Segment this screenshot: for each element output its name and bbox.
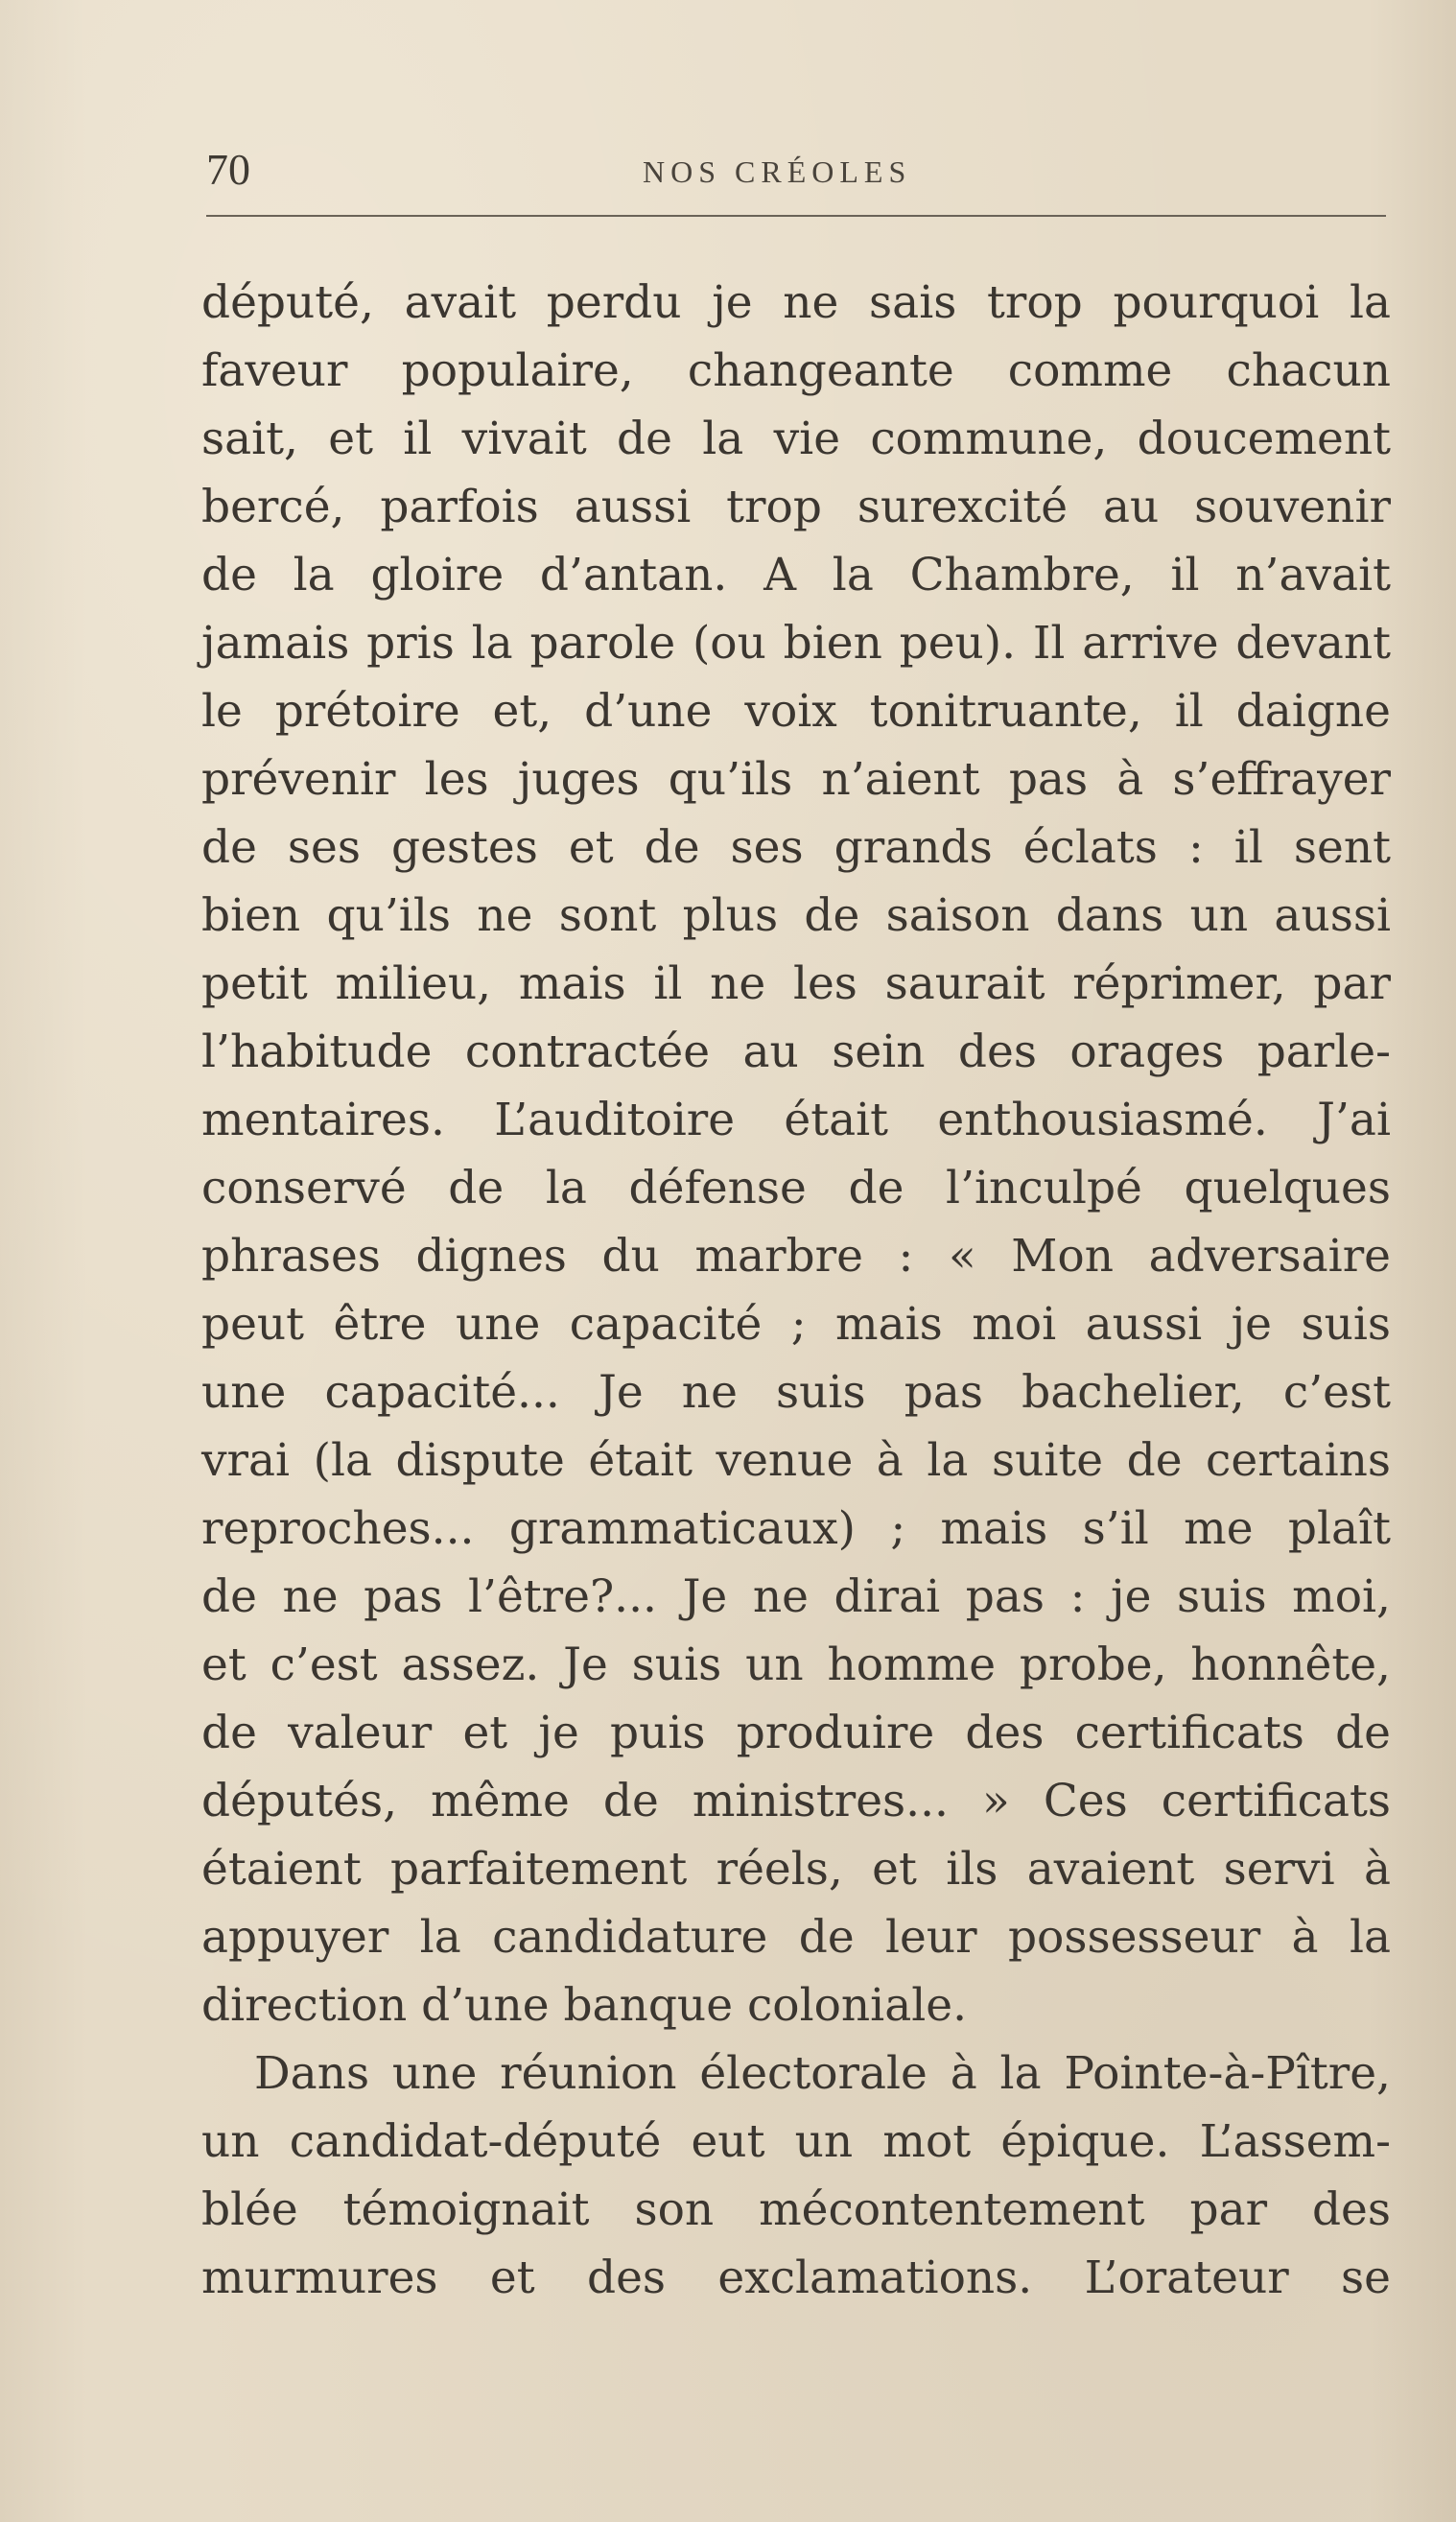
text-line: phrases dignes du marbre : « Mon adversaire [201, 1230, 1391, 1283]
text-line: de ne pas l’être?... Je ne dirai pas : je suis moi, [201, 1570, 1391, 1623]
text-line: député, avait perdu je ne sais trop pourquoi la [201, 276, 1391, 329]
text-line: faveur populaire, changeante comme chacun [201, 344, 1391, 397]
text-line: blée témoignait son mécontentement par des [201, 2183, 1391, 2236]
text-line: de la gloire d’antan. A la Chambre, il n’avait [201, 549, 1391, 601]
text-line: petit milieu, mais il ne les saurait réprimer, par [201, 957, 1391, 1010]
text-line: reproches... grammaticaux) ; mais s’il me plaît [201, 1502, 1391, 1555]
text-line: murmures et des exclamations. L’orateur se [201, 2251, 1391, 2304]
page-header [206, 139, 1386, 200]
text-line: le prétoire et, d’une voix tonitruante, il daigne [201, 685, 1391, 738]
body-text [201, 269, 1391, 2312]
text-line: mentaires. L’auditoire était enthousiasmé. J’ai [201, 1094, 1391, 1146]
text-line: appuyer la candidature de leur possesseur à la [201, 1911, 1391, 1964]
text-line: bercé, parfois aussi trop surexcité au souvenir [201, 481, 1391, 533]
header-rule [206, 215, 1386, 217]
text-line: étaient parfaitement réels, et ils avaient servi à [201, 1843, 1391, 1896]
text-line: jamais pris la parole (ou bien peu). Il arrive devant [201, 617, 1391, 670]
text-line: députés, même de ministres... » Ces certificats [201, 1775, 1391, 1827]
text-line: une capacité... Je ne suis pas bachelier, c’est [201, 1366, 1391, 1419]
paragraph-end-line: direction d’une banque coloniale. [201, 1979, 968, 2032]
text-line: vrai (la dispute était venue à la suite de certains [201, 1434, 1391, 1487]
running-head: NOS CRÉOLES [643, 154, 912, 189]
paragraph-start-line: Dans une réunion électorale à la Pointe-à-Pître, [254, 2047, 1391, 2100]
text-line: bien qu’ils ne sont plus de saison dans un aussi [201, 889, 1391, 942]
text-line: sait, et il vivait de la vie commune, doucement [201, 412, 1391, 465]
text-line: prévenir les juges qu’ils n’aient pas à s’effrayer [201, 753, 1391, 806]
text-line: l’habitude contractée au sein des orages parle- [201, 1025, 1391, 1078]
page-number: 70 [206, 145, 250, 194]
text-line: et c’est assez. Je suis un homme probe, honnête, [201, 1638, 1391, 1691]
text-line: peut être une capacité ; mais moi aussi je suis [201, 1298, 1391, 1351]
text-line: conservé de la défense de l’inculpé quelques [201, 1162, 1391, 1214]
text-line: de valeur et je puis produire des certificats de [201, 1707, 1391, 1759]
text-line: un candidat-député eut un mot épique. L’assem- [201, 2115, 1391, 2168]
text-line: de ses gestes et de ses grands éclats : il sent [201, 821, 1391, 874]
